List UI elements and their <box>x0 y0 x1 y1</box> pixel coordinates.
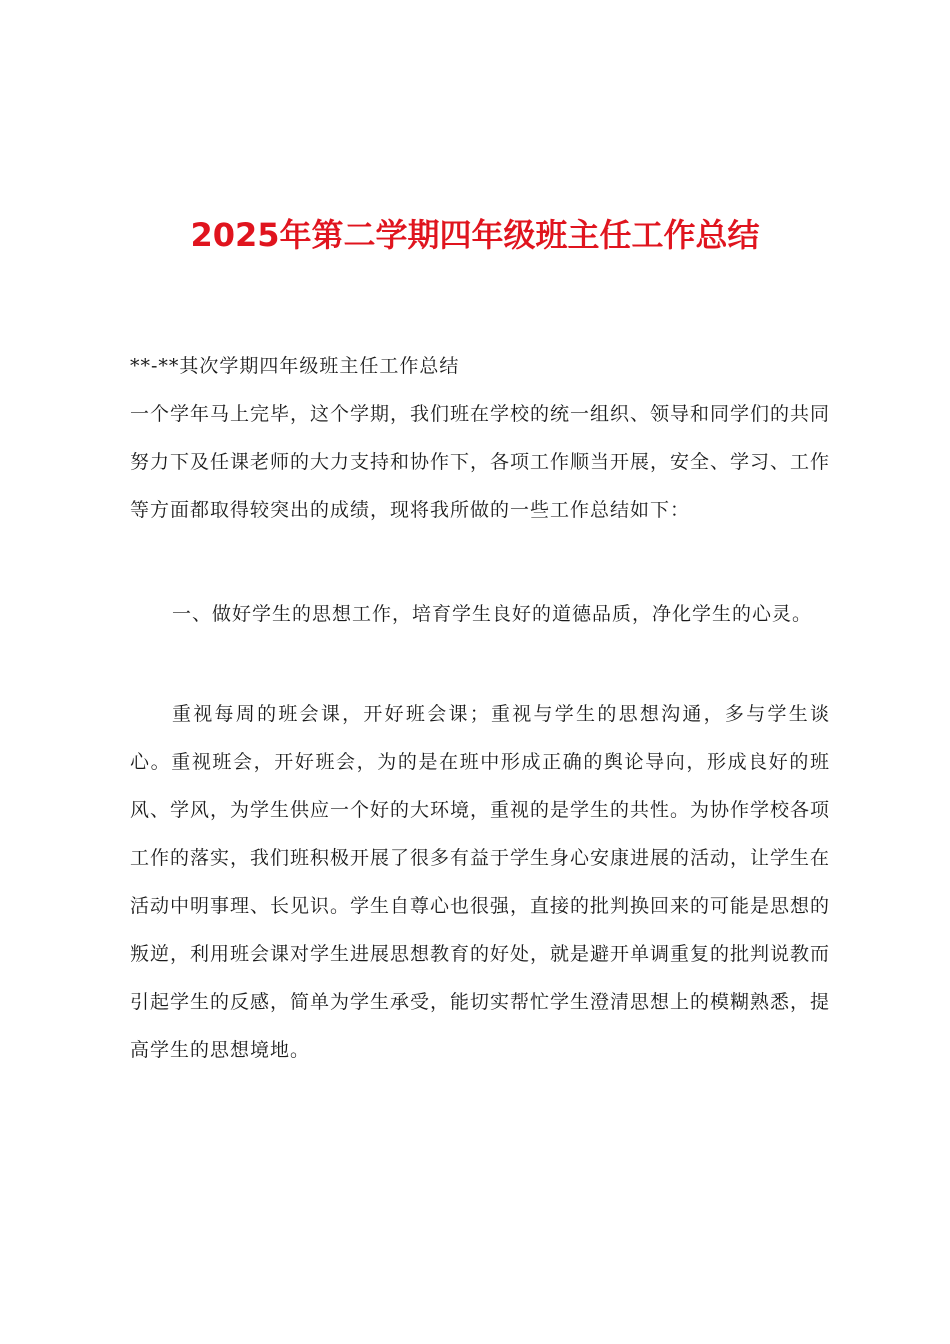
document-title: 2025年第二学期四年级班主任工作总结 <box>190 216 760 254</box>
paragraph-intro: 一个学年马上完毕，这个学期，我们班在学校的统一组织、领导和同学们的共同努力下及任课老师的大力支持和协作下，各项工作顺当开展，安全、学习、工作等方面都取得较突出的成绩，现将我所做的一些工作总结如下： <box>130 403 831 521</box>
paragraph-body: 重视每周的班会课，开好班会课；重视与学生的思想沟通，多与学生谈心。重视班会，开好班会，为的是在班中形成正确的舆论导向，形成良好的班风、学风，为学生供应一个好的大环境，重视的是学生的共性。为协作学校各项工作的落实，我们班积极开展了很多有益于学生身心安康进展的活动，让学生在活动中明事理、长见识。学生自尊心也很强，直接的批判换回来的可能是思想的叛逆，利用班会课对学生进展思想教育的好处，就是避开单调重复的批判说教而引起学生的反感，简单为学生承受，能切实帮忙学生澄清思想上的模糊熟悉，提高学生的思想境地。 <box>130 703 831 1061</box>
paragraph-section-heading: 一、做好学生的思想工作，培育学生良好的道德品质，净化学生的心灵。 <box>172 603 813 625</box>
document-subtitle: **-**其次学期四年级班主任工作总结 <box>130 355 460 377</box>
